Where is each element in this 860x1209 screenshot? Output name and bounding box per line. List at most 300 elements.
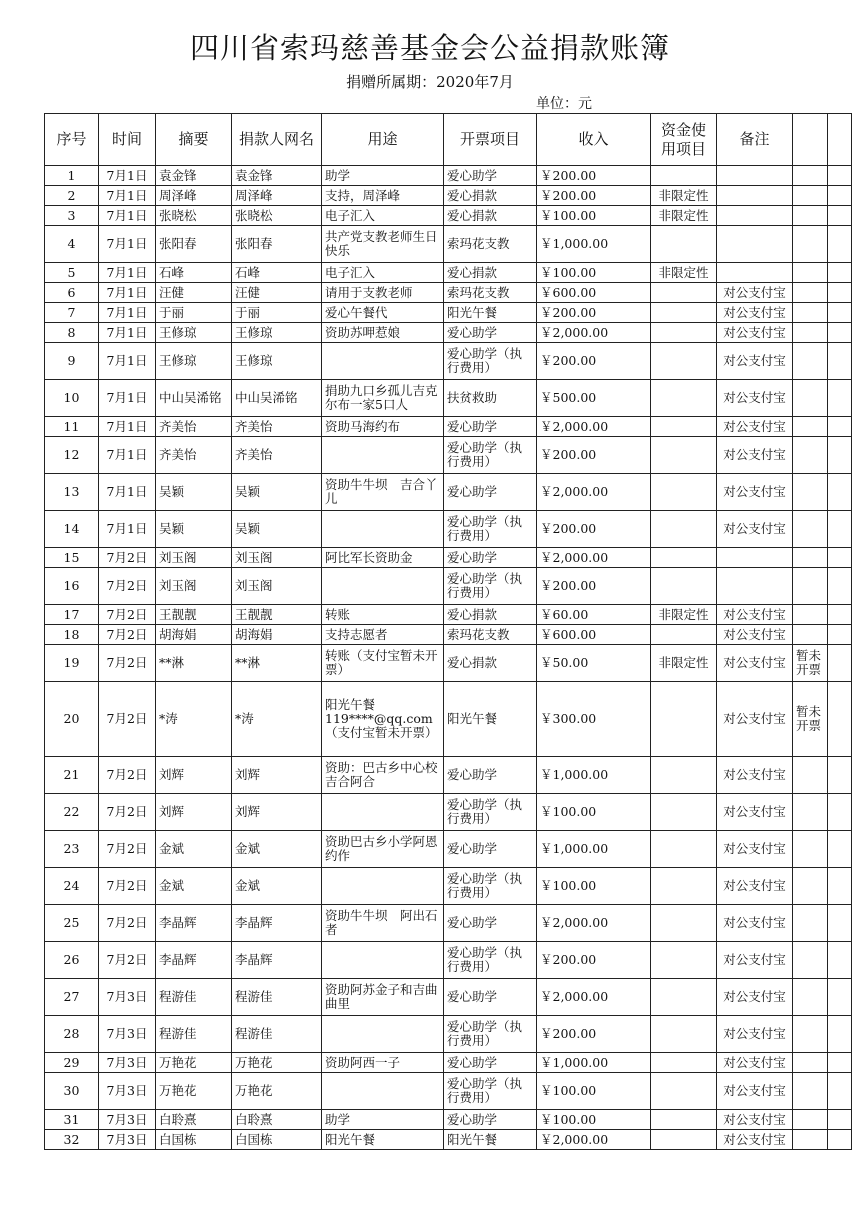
row-donor: 胡海娟 <box>232 625 322 645</box>
row-income: ￥50.00 <box>537 645 651 682</box>
row-gap <box>828 226 852 263</box>
table-row <box>45 1073 852 1110</box>
row-invoice: 索玛花支教 <box>444 283 537 303</box>
row-purpose <box>322 437 444 474</box>
row-fund-use <box>651 437 717 474</box>
table-row <box>45 186 852 206</box>
row-remark <box>717 568 793 605</box>
row-purpose <box>322 868 444 905</box>
row-donor: 万艳花 <box>232 1073 322 1110</box>
table-row <box>45 548 852 568</box>
row-summary: 于丽 <box>156 303 232 323</box>
row-date: 7月1日 <box>99 474 156 511</box>
row-donor: 刘玉阁 <box>232 568 322 605</box>
row-date: 7月2日 <box>99 605 156 625</box>
row-income: ￥100.00 <box>537 263 651 283</box>
header-index: 序号 <box>45 114 99 166</box>
row-index: 13 <box>45 474 99 511</box>
row-fund-use <box>651 303 717 323</box>
row-summary: 刘玉阁 <box>156 548 232 568</box>
row-invoice: 阳光午餐 <box>444 682 537 757</box>
row-extra <box>793 343 828 380</box>
header-fund-use: 资金使用项目 <box>651 114 717 166</box>
table-row <box>45 1053 852 1073</box>
row-remark <box>717 226 793 263</box>
row-income: ￥200.00 <box>537 511 651 548</box>
row-fund-use <box>651 548 717 568</box>
row-remark: 对公支付宝 <box>717 605 793 625</box>
row-extra <box>793 794 828 831</box>
row-fund-use <box>651 283 717 303</box>
row-invoice: 爱心捐款 <box>444 186 537 206</box>
row-income: ￥300.00 <box>537 682 651 757</box>
row-index: 2 <box>45 186 99 206</box>
ledger-title: 四川省索玛慈善基金会公益捐款账簿 <box>189 31 670 65</box>
row-summary: 刘辉 <box>156 757 232 794</box>
row-fund-use <box>651 1053 717 1073</box>
row-fund-use <box>651 226 717 263</box>
row-income: ￥200.00 <box>537 942 651 979</box>
row-date: 7月3日 <box>99 1110 156 1130</box>
row-income: ￥2,000.00 <box>537 548 651 568</box>
row-date: 7月3日 <box>99 1130 156 1150</box>
row-invoice: 爱心助学 <box>444 166 537 186</box>
row-extra <box>793 1130 828 1150</box>
row-date: 7月3日 <box>99 1016 156 1053</box>
table-row <box>45 979 852 1016</box>
row-purpose: 资助巴古乡小学阿恩约作 <box>322 831 444 868</box>
row-remark: 对公支付宝 <box>717 868 793 905</box>
row-fund-use <box>651 1016 717 1053</box>
row-donor: 石峰 <box>232 263 322 283</box>
row-donor: 张晓松 <box>232 206 322 226</box>
row-gap <box>828 437 852 474</box>
row-summary: 李晶辉 <box>156 905 232 942</box>
row-summary: 白国栋 <box>156 1130 232 1150</box>
row-purpose <box>322 343 444 380</box>
header-gap <box>828 114 852 166</box>
row-donor: 齐美怡 <box>232 417 322 437</box>
row-summary: 程游佳 <box>156 1016 232 1053</box>
row-remark <box>717 263 793 283</box>
row-remark: 对公支付宝 <box>717 794 793 831</box>
row-gap <box>828 605 852 625</box>
table-row <box>45 474 852 511</box>
row-invoice: 爱心助学 <box>444 905 537 942</box>
row-summary: 齐美怡 <box>156 437 232 474</box>
row-extra <box>793 979 828 1016</box>
row-summary: 万艳花 <box>156 1053 232 1073</box>
row-donor: 吴颖 <box>232 474 322 511</box>
row-invoice: 阳光午餐 <box>444 303 537 323</box>
row-summary: 万艳花 <box>156 1073 232 1110</box>
row-extra <box>793 437 828 474</box>
row-date: 7月2日 <box>99 625 156 645</box>
row-income: ￥2,000.00 <box>537 474 651 511</box>
row-income: ￥100.00 <box>537 1073 651 1110</box>
row-index: 30 <box>45 1073 99 1110</box>
row-purpose: 阳光午餐 <box>322 1130 444 1150</box>
row-date: 7月1日 <box>99 186 156 206</box>
row-summary: 袁金锋 <box>156 166 232 186</box>
table-row <box>45 343 852 380</box>
row-purpose <box>322 942 444 979</box>
row-extra <box>793 206 828 226</box>
row-date: 7月3日 <box>99 1053 156 1073</box>
table-row <box>45 1130 852 1150</box>
row-extra <box>793 942 828 979</box>
row-donor: 袁金锋 <box>232 166 322 186</box>
ledger-body <box>45 166 852 1150</box>
row-index: 28 <box>45 1016 99 1053</box>
table-row <box>45 794 852 831</box>
row-index: 32 <box>45 1130 99 1150</box>
row-date: 7月1日 <box>99 263 156 283</box>
row-income: ￥200.00 <box>537 303 651 323</box>
row-purpose: 资助阿西一子 <box>322 1053 444 1073</box>
row-remark: 对公支付宝 <box>717 343 793 380</box>
row-invoice: 爱心助学 <box>444 1110 537 1130</box>
row-extra <box>793 323 828 343</box>
row-purpose <box>322 511 444 548</box>
row-purpose: 资助牛牛坝 阿出石者 <box>322 905 444 942</box>
row-gap <box>828 417 852 437</box>
header-donor: 捐款人网名 <box>232 114 322 166</box>
table-row <box>45 757 852 794</box>
row-income: ￥200.00 <box>537 1016 651 1053</box>
donation-ledger-table <box>44 113 852 1150</box>
row-gap <box>828 323 852 343</box>
row-income: ￥600.00 <box>537 625 651 645</box>
table-row <box>45 1016 852 1053</box>
row-summary: 刘辉 <box>156 794 232 831</box>
row-invoice: 爱心捐款 <box>444 605 537 625</box>
row-summary: 金斌 <box>156 831 232 868</box>
row-donor: 金斌 <box>232 831 322 868</box>
row-gap <box>828 303 852 323</box>
row-summary: 王修琼 <box>156 343 232 380</box>
row-invoice: 爱心助学（执行费用） <box>444 794 537 831</box>
table-row <box>45 682 852 757</box>
row-donor: *涛 <box>232 682 322 757</box>
row-index: 19 <box>45 645 99 682</box>
row-fund-use <box>651 323 717 343</box>
row-donor: 王修琼 <box>232 343 322 380</box>
row-remark: 对公支付宝 <box>717 942 793 979</box>
row-extra <box>793 1053 828 1073</box>
row-extra <box>793 605 828 625</box>
row-index: 12 <box>45 437 99 474</box>
row-fund-use <box>651 625 717 645</box>
table-row <box>45 645 852 682</box>
row-fund-use <box>651 343 717 380</box>
row-summary: 胡海娟 <box>156 625 232 645</box>
row-purpose: 请用于支教老师 <box>322 283 444 303</box>
row-summary: 张阳春 <box>156 226 232 263</box>
row-extra <box>793 166 828 186</box>
row-purpose: 捐助九口乡孤儿吉克尔布一家5口人 <box>322 380 444 417</box>
row-date: 7月1日 <box>99 417 156 437</box>
row-index: 1 <box>45 166 99 186</box>
row-index: 3 <box>45 206 99 226</box>
row-fund-use <box>651 1130 717 1150</box>
row-invoice: 爱心助学（执行费用） <box>444 568 537 605</box>
row-fund-use: 非限定性 <box>651 645 717 682</box>
row-gap <box>828 868 852 905</box>
row-summary: 吴颖 <box>156 474 232 511</box>
row-date: 7月1日 <box>99 380 156 417</box>
row-index: 29 <box>45 1053 99 1073</box>
table-row <box>45 283 852 303</box>
row-fund-use <box>651 905 717 942</box>
row-donor: 汪健 <box>232 283 322 303</box>
table-row <box>45 568 852 605</box>
row-summary: 石峰 <box>156 263 232 283</box>
donation-period: 捐赠所属期：2020年7月 <box>346 73 514 91</box>
row-fund-use <box>651 380 717 417</box>
row-extra <box>793 417 828 437</box>
row-extra <box>793 1016 828 1053</box>
row-income: ￥1,000.00 <box>537 757 651 794</box>
row-invoice: 爱心助学（执行费用） <box>444 1016 537 1053</box>
row-date: 7月2日 <box>99 942 156 979</box>
row-income: ￥100.00 <box>537 206 651 226</box>
row-purpose: 阿比军长资助金 <box>322 548 444 568</box>
row-summary: 金斌 <box>156 868 232 905</box>
header-remark: 备注 <box>717 114 793 166</box>
row-gap <box>828 166 852 186</box>
row-income: ￥200.00 <box>537 166 651 186</box>
row-income: ￥2,000.00 <box>537 905 651 942</box>
row-gap <box>828 206 852 226</box>
row-donor: 齐美怡 <box>232 437 322 474</box>
row-fund-use <box>651 942 717 979</box>
row-date: 7月1日 <box>99 323 156 343</box>
row-index: 24 <box>45 868 99 905</box>
row-remark: 对公支付宝 <box>717 283 793 303</box>
row-remark <box>717 166 793 186</box>
row-index: 26 <box>45 942 99 979</box>
row-invoice: 爱心助学（执行费用） <box>444 942 537 979</box>
row-remark: 对公支付宝 <box>717 380 793 417</box>
row-invoice: 爱心助学（执行费用） <box>444 343 537 380</box>
header-summary: 摘要 <box>156 114 232 166</box>
row-income: ￥60.00 <box>537 605 651 625</box>
row-income: ￥100.00 <box>537 868 651 905</box>
row-summary: 中山吴浠铭 <box>156 380 232 417</box>
row-gap <box>828 794 852 831</box>
row-fund-use: 非限定性 <box>651 605 717 625</box>
table-row <box>45 206 852 226</box>
table-row <box>45 942 852 979</box>
row-fund-use: 非限定性 <box>651 263 717 283</box>
table-row <box>45 1110 852 1130</box>
table-row <box>45 831 852 868</box>
row-purpose: 支持，周泽峰 <box>322 186 444 206</box>
row-date: 7月1日 <box>99 303 156 323</box>
row-index: 27 <box>45 979 99 1016</box>
row-donor: 王靓靓 <box>232 605 322 625</box>
row-index: 9 <box>45 343 99 380</box>
row-summary: 张晓松 <box>156 206 232 226</box>
row-index: 4 <box>45 226 99 263</box>
row-gap <box>828 568 852 605</box>
row-donor: 李晶辉 <box>232 905 322 942</box>
row-remark <box>717 548 793 568</box>
row-index: 22 <box>45 794 99 831</box>
row-index: 5 <box>45 263 99 283</box>
row-invoice: 阳光午餐 <box>444 1130 537 1150</box>
row-summary: *涛 <box>156 682 232 757</box>
row-date: 7月2日 <box>99 645 156 682</box>
header-income: 收入 <box>537 114 651 166</box>
row-purpose: 爱心午餐代 <box>322 303 444 323</box>
row-remark: 对公支付宝 <box>717 979 793 1016</box>
row-invoice: 爱心助学（执行费用） <box>444 1073 537 1110</box>
row-index: 15 <box>45 548 99 568</box>
row-income: ￥200.00 <box>537 568 651 605</box>
table-row <box>45 625 852 645</box>
row-fund-use: 非限定性 <box>651 186 717 206</box>
row-purpose: 电子汇入 <box>322 206 444 226</box>
row-invoice: 爱心助学 <box>444 548 537 568</box>
row-fund-use <box>651 474 717 511</box>
row-fund-use: 非限定性 <box>651 206 717 226</box>
row-extra <box>793 625 828 645</box>
row-donor: **淋 <box>232 645 322 682</box>
row-remark: 对公支付宝 <box>717 1016 793 1053</box>
header-purpose: 用途 <box>322 114 444 166</box>
row-extra <box>793 380 828 417</box>
row-income: ￥200.00 <box>537 343 651 380</box>
row-index: 11 <box>45 417 99 437</box>
row-summary: 王修琼 <box>156 323 232 343</box>
row-remark <box>717 206 793 226</box>
row-date: 7月3日 <box>99 1073 156 1110</box>
row-purpose: 电子汇入 <box>322 263 444 283</box>
row-extra: 暂未开票 <box>793 682 828 757</box>
row-index: 14 <box>45 511 99 548</box>
currency-unit: 单位：元 <box>536 96 592 112</box>
row-index: 31 <box>45 1110 99 1130</box>
row-fund-use <box>651 1110 717 1130</box>
row-extra <box>793 263 828 283</box>
row-gap <box>828 1016 852 1053</box>
row-extra <box>793 1073 828 1110</box>
row-remark: 对公支付宝 <box>717 905 793 942</box>
row-summary: 程游佳 <box>156 979 232 1016</box>
row-extra <box>793 186 828 206</box>
row-invoice: 爱心捐款 <box>444 206 537 226</box>
row-extra <box>793 1110 828 1130</box>
row-gap <box>828 474 852 511</box>
row-summary: 王靓靓 <box>156 605 232 625</box>
row-gap <box>828 831 852 868</box>
row-invoice: 索玛花支教 <box>444 625 537 645</box>
row-fund-use <box>651 831 717 868</box>
row-gap <box>828 343 852 380</box>
row-income: ￥100.00 <box>537 794 651 831</box>
row-purpose: 助学 <box>322 166 444 186</box>
row-date: 7月2日 <box>99 757 156 794</box>
row-extra: 暂未开票 <box>793 645 828 682</box>
row-extra <box>793 905 828 942</box>
row-invoice: 爱心助学 <box>444 831 537 868</box>
row-gap <box>828 979 852 1016</box>
row-extra <box>793 868 828 905</box>
row-donor: 刘辉 <box>232 794 322 831</box>
row-donor: 白聆熹 <box>232 1110 322 1130</box>
row-purpose: 转账（支付宝暂未开票） <box>322 645 444 682</box>
row-purpose <box>322 1016 444 1053</box>
row-fund-use <box>651 166 717 186</box>
row-date: 7月1日 <box>99 166 156 186</box>
row-invoice: 扶贫救助 <box>444 380 537 417</box>
table-row <box>45 605 852 625</box>
row-index: 7 <box>45 303 99 323</box>
row-date: 7月1日 <box>99 437 156 474</box>
row-income: ￥2,000.00 <box>537 979 651 1016</box>
row-gap <box>828 645 852 682</box>
row-remark: 对公支付宝 <box>717 831 793 868</box>
row-fund-use <box>651 417 717 437</box>
row-income: ￥2,000.00 <box>537 323 651 343</box>
row-purpose <box>322 568 444 605</box>
row-income: ￥2,000.00 <box>537 417 651 437</box>
row-gap <box>828 1110 852 1130</box>
table-row <box>45 868 852 905</box>
row-donor: 张阳春 <box>232 226 322 263</box>
row-income: ￥600.00 <box>537 283 651 303</box>
row-invoice: 爱心助学（执行费用） <box>444 437 537 474</box>
header-extra-blank <box>793 114 828 166</box>
row-fund-use <box>651 1073 717 1110</box>
row-remark: 对公支付宝 <box>717 757 793 794</box>
table-row <box>45 417 852 437</box>
header-invoice: 开票项目 <box>444 114 537 166</box>
table-row <box>45 323 852 343</box>
row-remark <box>717 186 793 206</box>
row-donor: 周泽峰 <box>232 186 322 206</box>
row-date: 7月1日 <box>99 343 156 380</box>
row-income: ￥200.00 <box>537 186 651 206</box>
row-summary: **淋 <box>156 645 232 682</box>
row-invoice: 索玛花支教 <box>444 226 537 263</box>
row-gap <box>828 380 852 417</box>
row-extra <box>793 226 828 263</box>
row-index: 10 <box>45 380 99 417</box>
row-gap <box>828 548 852 568</box>
table-row <box>45 437 852 474</box>
row-donor: 白国栋 <box>232 1130 322 1150</box>
row-invoice: 爱心捐款 <box>444 263 537 283</box>
row-purpose: 支持志愿者 <box>322 625 444 645</box>
row-donor: 李晶辉 <box>232 942 322 979</box>
row-index: 20 <box>45 682 99 757</box>
row-date: 7月2日 <box>99 905 156 942</box>
table-row <box>45 380 852 417</box>
row-purpose: 资助苏呷惹娘 <box>322 323 444 343</box>
row-gap <box>828 682 852 757</box>
row-income: ￥200.00 <box>537 437 651 474</box>
row-fund-use <box>651 794 717 831</box>
row-purpose <box>322 1073 444 1110</box>
row-gap <box>828 1053 852 1073</box>
row-extra <box>793 474 828 511</box>
row-summary: 白聆熹 <box>156 1110 232 1130</box>
table-row <box>45 511 852 548</box>
row-summary: 刘玉阁 <box>156 568 232 605</box>
